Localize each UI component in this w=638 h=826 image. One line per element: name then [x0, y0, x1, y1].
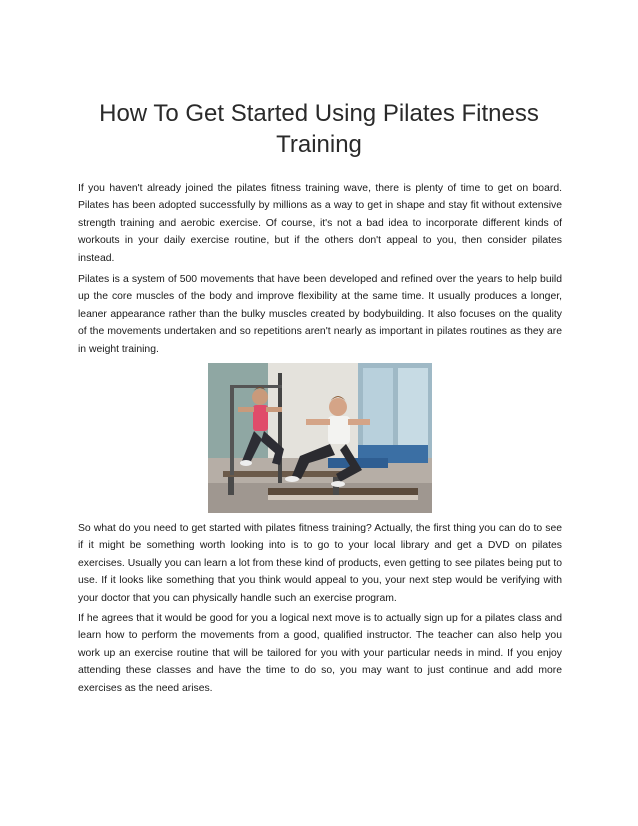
paragraph-next-steps: If he agrees that it would be good for you a logical next move is to actually sign up for a pilates class and learn how to perform the movements from a good, qualified instructor. The teacher can also help you work up an exercise routine that will be tailored for you with your particular needs in mind. If you enjoy attending these classes and have the time to do so, you may want to just continue and add more exercises as the need arises.	[78, 613, 562, 694]
pilates-reformer-illustration	[208, 363, 432, 513]
paragraph-getting-started: So what do you need to get started with pilates fitness training? Actually, the first thing you can do to see if it might be something worth looking into is to go to your local library and get a DVD on pilates exercises. Usually you can learn a lot from these kind of products, even getting to see pilates being put to use. If it looks like something that you think would appeal to you, your next step would be verifying with your doctor that you can physically handle such an exercise program.	[78, 523, 562, 604]
page-title: How To Get Started Using Pilates Fitness Training	[99, 100, 539, 158]
paragraph-intro: If you haven't already joined the pilates fitness training wave, there is plenty of time to get on board. Pilates has been adopted successfully by millions as a way to get in shape and stay fit without extensive strength training and aerobic exercise. Of course, it's not a bad idea to incorporate different kinds of workouts in your daily exercise routine, but if the others don't appeal to you, then consider pilates instead.	[78, 183, 562, 264]
pilates-photo	[208, 363, 432, 513]
paragraph-system: Pilates is a system of 500 movements that have been developed and refined over the years to help build up the core muscles of the body and improve flexibility at the same time. It usually produces a longer, leaner appearance rather than the bulky muscles created by bodybuilding. It also focuses on the quality of the movements undertaken and so repetitions aren't nearly as important in pilates routines as they are in weight training.	[78, 274, 562, 355]
